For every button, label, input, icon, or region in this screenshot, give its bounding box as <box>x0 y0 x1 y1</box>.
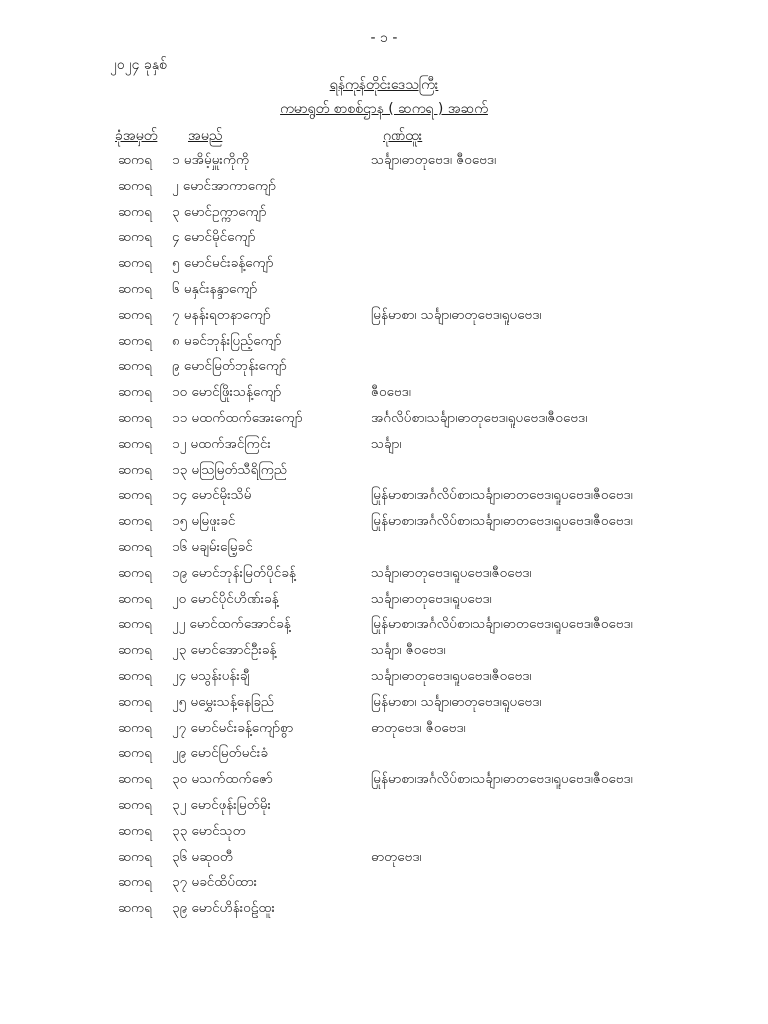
student-name: ၄ မောင်မိုင်ကျော် <box>172 229 256 246</box>
exam-year: ၂၀၂၄ ခုနှစ် <box>110 57 167 73</box>
roll-prefix: ဆကရ <box>118 332 153 349</box>
table-row <box>0 743 768 769</box>
distinction-subjects: သင်္ချာ၊ <box>371 435 402 452</box>
student-name: ၁၅ မမြဖူးခင် <box>172 513 236 530</box>
roll-prefix: ဆကရ <box>118 900 153 917</box>
table-row <box>0 485 768 511</box>
student-name: ၁၁ မထက်ထက်အေးကျော် <box>172 409 303 426</box>
distinction-subjects: မြန်မာစာ၊အင်္ဂလိပ်စာ၊သင်္ချာ၊ဓာတုဗေဒ၊ရူပဗေဒ၊ဇီဝဗေဒ၊ <box>371 771 633 788</box>
distinction-subjects: မြန်မာစာ၊ သင်္ချာ၊ဓာတုဗေဒ၊ရူပဗေဒ၊ <box>371 693 542 710</box>
table-row <box>0 795 768 821</box>
student-name: ၁၂ မထက်အင်ကြင်း <box>172 435 271 452</box>
distinction-subjects: မြန်မာစာ၊အင်္ဂလိပ်စာ၊သင်္ချာ၊ဓာတုဗေဒ၊ရူပဗေဒ၊ဇီဝဗေဒ၊ <box>371 487 633 504</box>
roll-prefix: ဆကရ <box>118 461 153 478</box>
roll-prefix: ဆကရ <box>118 771 153 788</box>
roll-prefix: ဆကရ <box>118 409 153 426</box>
distinction-subjects: မြန်မာစာ၊ သင်္ချာ၊ဓာတုဗေဒ၊ရူပဗေဒ၊ <box>371 306 542 323</box>
table-row <box>0 847 768 873</box>
table-row <box>0 434 768 460</box>
roll-prefix: ဆကရ <box>118 152 153 168</box>
roll-prefix: ဆကရ <box>118 203 153 220</box>
roll-prefix: ဆကရ <box>118 538 153 555</box>
table-row <box>0 227 768 253</box>
student-name: ၁ မအိမ့်မှူးကိုကို <box>172 152 250 168</box>
roll-prefix: ဆကရ <box>118 229 153 246</box>
table-row <box>0 898 768 924</box>
roll-prefix: ဆကရ <box>118 693 153 710</box>
roll-prefix: ဆကရ <box>118 487 153 504</box>
student-name: ၈ မခင်ဘုန်းပြည့်ကျော် <box>172 332 282 349</box>
student-name: ၃၃ မောင်သုတ <box>172 822 246 839</box>
page-number: - ၁ - <box>370 30 398 46</box>
region-title: ရန်ကုန်တိုင်းဒေသကြီး <box>329 77 439 93</box>
table-row <box>0 150 768 176</box>
table-row <box>0 356 768 382</box>
roll-prefix: ဆကရ <box>118 513 153 530</box>
roll-prefix: ဆကရ <box>118 306 153 323</box>
distinction-subjects: သင်္ချာ၊ ဇီဝဗေဒ၊ <box>371 642 446 659</box>
column-header-roll: ခုံအမှတ် <box>115 128 158 144</box>
table-row <box>0 408 768 434</box>
roll-prefix: ဆကရ <box>118 358 153 375</box>
distinction-subjects: ဓာတုဗေဒ၊ <box>371 848 422 865</box>
distinction-subjects: ဓာတုဗေဒ၊ ဇီဝဗေဒ၊ <box>371 719 466 736</box>
table-row <box>0 821 768 847</box>
student-name: ၂၂ မောင်ထက်အောင်ခန့် <box>172 616 291 633</box>
student-name: ၃၆ မဆုဝတီ <box>172 848 233 865</box>
table-row <box>0 640 768 666</box>
student-name: ၂၀ မောင်ပိုင်ဟိဏ်းခန့် <box>172 590 279 607</box>
roll-prefix: ဆကရ <box>118 255 153 272</box>
roll-prefix: ဆကရ <box>118 822 153 839</box>
roll-prefix: ဆကရ <box>118 667 153 684</box>
column-header-name: အမည် <box>188 128 223 144</box>
table-row <box>0 666 768 692</box>
student-name: ၂၉ မောင်မြတ်မင်းခံ <box>172 745 268 762</box>
roll-prefix: ဆကရ <box>118 642 153 659</box>
student-name: ၉ မောင်မြတ်ဘုန်းကျော် <box>172 358 287 375</box>
student-name: ၃၂ မောင်ဖုန်းမြတ်မိုး <box>172 796 271 813</box>
table-row <box>0 305 768 331</box>
student-name: ၅ မောင်မင်းခန့်ကျော် <box>172 255 274 272</box>
student-name: ၂ မောင်အာကာကျော် <box>172 177 276 194</box>
distinction-subjects: သင်္ချာ၊ဓာတုဗေဒ၊ ဇီဝဗေဒ၊ <box>371 152 497 168</box>
distinction-subjects: သင်္ချာ၊ဓာတုဗေဒ၊ရူပဗေဒ၊ <box>371 590 492 607</box>
table-row <box>0 279 768 305</box>
student-name: ၁၉ မောင်ဘုန်းမြတ်ပိုင်ခန့် <box>172 564 296 581</box>
table-row <box>0 718 768 744</box>
roll-prefix: ဆကရ <box>118 874 153 891</box>
student-name: ၃၉ မောင်ဟိန်းဝဠ်ထူး <box>172 900 275 917</box>
distinction-subjects: သင်္ချာ၊ဓာတုဗေဒ၊ရူပဗေဒ၊ဇီဝဗေဒ၊ <box>371 667 532 684</box>
roll-prefix: ဆကရ <box>118 848 153 865</box>
distinction-subjects: မြန်မာစာ၊အင်္ဂလိပ်စာ၊သင်္ချာ၊ဓာတုဗေဒ၊ရူပဗေဒ၊ဇီဝဗေဒ၊ <box>371 513 633 530</box>
student-name: ၃၀ မသက်ထက်ဇော် <box>172 771 273 788</box>
student-name: ၂၄ မသွန်းပန်းချီ <box>172 667 250 684</box>
roll-prefix: ဆကရ <box>118 384 153 401</box>
roll-prefix: ဆကရ <box>118 177 153 194</box>
distinction-subjects: သင်္ချာ၊ဓာတုဗေဒ၊ရူပဗေဒ၊ဇီဝဗေဒ၊ <box>371 564 532 581</box>
student-name: ၂၅ မမွှေးသန့်နေခြည် <box>172 693 274 710</box>
table-row <box>0 872 768 898</box>
student-name: ၇ မနန်းရတနာကျော် <box>172 306 271 323</box>
student-name: ၁၄ မောင်မိုးသိမ် <box>172 487 252 504</box>
student-name: ၁၆ မချမ်းမြေ့ခင် <box>172 538 253 555</box>
table-row <box>0 537 768 563</box>
table-row <box>0 511 768 537</box>
roll-prefix: ဆကရ <box>118 616 153 633</box>
student-name: ၃ မောင်ဥက္ကာကျော် <box>172 203 267 220</box>
table-row <box>0 769 768 795</box>
roll-prefix: ဆကရ <box>118 564 153 581</box>
distinction-subjects: ဇီဝဗေဒ၊ <box>371 384 411 401</box>
table-row <box>0 331 768 357</box>
roll-prefix: ဆကရ <box>118 280 153 297</box>
roll-prefix: ဆကရ <box>118 590 153 607</box>
table-row <box>0 382 768 408</box>
table-row <box>0 460 768 486</box>
table-row <box>0 692 768 718</box>
roll-prefix: ဆကရ <box>118 435 153 452</box>
roll-prefix: ဆကရ <box>118 796 153 813</box>
distinction-subjects: မြန်မာစာ၊အင်္ဂလိပ်စာ၊သင်္ချာ၊ဓာတုဗေဒ၊ရူပဗေဒ၊ဇီဝဗေဒ၊ <box>371 616 633 633</box>
table-row <box>0 614 768 640</box>
results-list <box>0 150 768 924</box>
roll-prefix: ဆကရ <box>118 719 153 736</box>
student-name: ၂၃ မောင်အောင်ဦးခန့် <box>172 642 277 659</box>
student-name: ၂၇ မောင်မင်းခန့်ကျော်စွာ <box>172 719 294 736</box>
table-row <box>0 202 768 228</box>
table-row <box>0 253 768 279</box>
table-row <box>0 563 768 589</box>
roll-prefix: ဆကရ <box>118 745 153 762</box>
column-header-distinction: ဂုဏ်ထူး <box>383 128 423 144</box>
student-name: ၁၀ မောင်ဖြိုးသန့်ကျော် <box>172 384 282 401</box>
center-title: ကမာရွတ် စာစစ်ဌာန ( ဆကရ ) အဆက် <box>280 101 488 117</box>
distinction-subjects: အင်္ဂလိပ်စာ၊သင်္ချာ၊ဓာတုဗေဒ၊ရူပဗေဒ၊ဇီဝဗေဒ၊ <box>371 409 588 426</box>
table-row <box>0 176 768 202</box>
student-name: ၃၇ မခင်ထိပ်ထား <box>172 874 258 891</box>
student-name: ၁၃ မသြမြတ်သီရိကြည် <box>172 461 287 478</box>
student-name: ၆ မနှင်းနန္ဒာကျော် <box>172 280 258 297</box>
table-row <box>0 589 768 615</box>
